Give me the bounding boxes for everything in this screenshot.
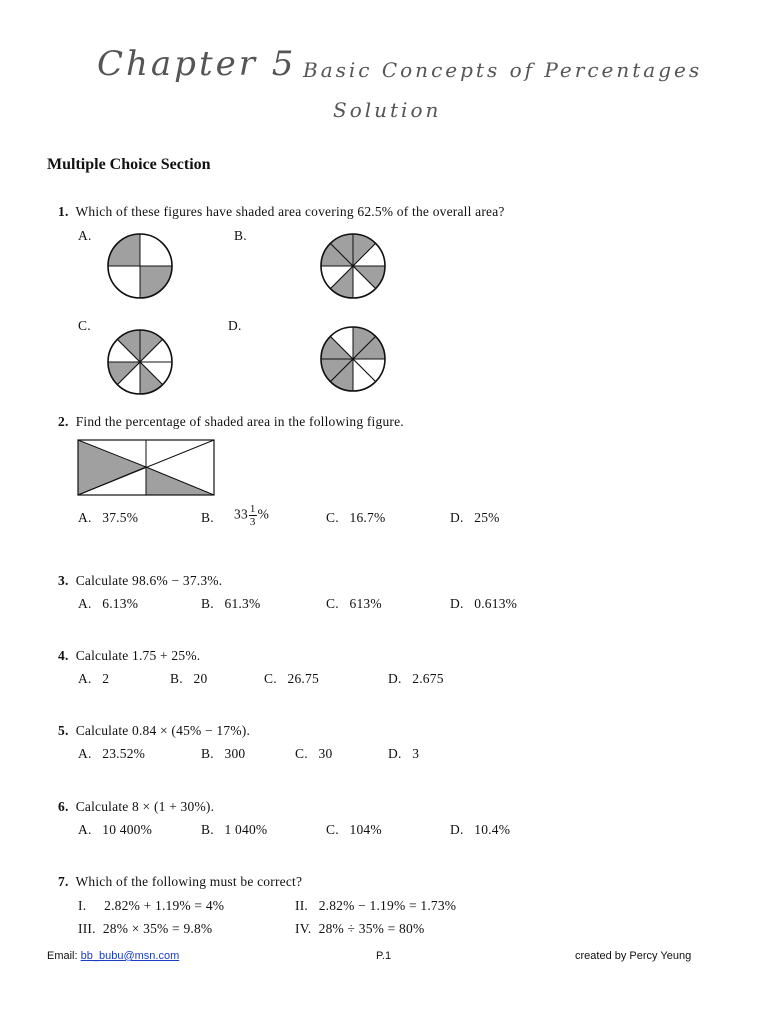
q4-option-b: B. 20 bbox=[170, 671, 208, 686]
q5-option-b: B. 300 bbox=[201, 746, 246, 761]
q6-option-b: B. 1 040% bbox=[201, 822, 268, 837]
q2-option-c: C. 16.7% bbox=[326, 510, 386, 525]
chapter-title: Chapter 5 bbox=[97, 44, 297, 84]
question-text: Find the percentage of shaded area in the following figure. bbox=[75, 414, 404, 429]
email-link[interactable]: bb_bubu@msn.com bbox=[80, 950, 180, 962]
question-text: Calculate 1.75 + 25%. bbox=[75, 648, 201, 663]
question-text: Calculate 8 × (1 + 30%). bbox=[75, 799, 215, 814]
pie-figure-b bbox=[318, 231, 388, 301]
question-1 bbox=[58, 204, 505, 220]
footer-credit: created by Percy Yeung bbox=[575, 950, 692, 962]
q7-statement-ii: II. 2.82% − 1.19% = 1.73% bbox=[295, 898, 457, 913]
q4-option-c: C. 26.75 bbox=[264, 671, 319, 686]
footer-email: Email: bb_bubu@msn.com bbox=[47, 950, 180, 962]
q2-option-a: A. 37.5% bbox=[78, 510, 139, 525]
question-number: 1. bbox=[58, 204, 69, 219]
question-text: Calculate 0.84 × (45% − 17%). bbox=[75, 723, 251, 738]
question-number: 2. bbox=[58, 414, 69, 429]
shaded-triangle-bottom bbox=[146, 467, 214, 495]
question-3: 3. Calculate 98.6% − 37.3%. bbox=[58, 573, 223, 588]
option-letter-d: D. bbox=[228, 318, 242, 333]
question-6: 6. Calculate 8 × (1 + 30%). bbox=[58, 799, 215, 814]
option-letter-b: B. bbox=[234, 228, 247, 243]
question-text: Which of the following must be correct? bbox=[75, 874, 303, 889]
q5-option-d: D. 3 bbox=[388, 746, 420, 761]
q7-statement-iv: IV. 28% ÷ 35% = 80% bbox=[295, 921, 425, 936]
pie-figure-c bbox=[105, 327, 175, 397]
q2-option-b: B. bbox=[201, 510, 214, 525]
question-2 bbox=[58, 414, 404, 430]
q2-option-b-value: 33 $\frac{1}{3}$ % bbox=[234, 503, 270, 528]
q3-option-c: C. 613% bbox=[326, 596, 382, 611]
q3-option-a: A. 6.13% bbox=[78, 596, 139, 611]
section-title: Multiple Choice Section bbox=[47, 156, 211, 173]
pie-figure-a bbox=[105, 231, 175, 301]
q7-statement-iii: III. 28% × 35% = 9.8% bbox=[78, 921, 213, 936]
document-subtitle: Solution bbox=[333, 98, 442, 122]
question-text: Which of these figures have shaded area covering 62.5% of the overall area? bbox=[75, 204, 505, 219]
option-letter-a: A. bbox=[78, 228, 92, 243]
q4-option-a: A. 2 bbox=[78, 671, 110, 686]
q4-option-d: D. 2.675 bbox=[388, 671, 444, 686]
q6-option-d: D. 10.4% bbox=[450, 822, 511, 837]
q6-option-a: A. 10 400% bbox=[78, 822, 153, 837]
question-5: 5. Calculate 0.84 × (45% − 17%). bbox=[58, 723, 251, 738]
q3-option-b: B. 61.3% bbox=[201, 596, 261, 611]
fraction: $\frac{1}{3}$ bbox=[249, 503, 256, 528]
q5-option-c: C. 30 bbox=[295, 746, 333, 761]
shaded-triangle-left bbox=[78, 440, 146, 495]
q3-option-d: D. 0.613% bbox=[450, 596, 518, 611]
page-number: P.1 bbox=[376, 950, 392, 962]
option-letter-c: C. bbox=[78, 318, 91, 333]
question-7: 7. Which of the following must be correct? bbox=[58, 874, 303, 889]
chapter-topic: Basic Concepts of Percentages bbox=[303, 58, 703, 82]
q5-option-a: A. 23.52% bbox=[78, 746, 146, 761]
q2-option-d: D. 25% bbox=[450, 510, 500, 525]
q7-statement-i: I. 2.82% + 1.19% = 4% bbox=[78, 898, 225, 913]
question-4: 4. Calculate 1.75 + 25%. bbox=[58, 648, 201, 663]
q6-option-c: C. 104% bbox=[326, 822, 382, 837]
question-text: Calculate 98.6% − 37.3%. bbox=[75, 573, 223, 588]
pie-figure-d bbox=[318, 324, 388, 394]
rectangle-figure bbox=[77, 439, 215, 496]
